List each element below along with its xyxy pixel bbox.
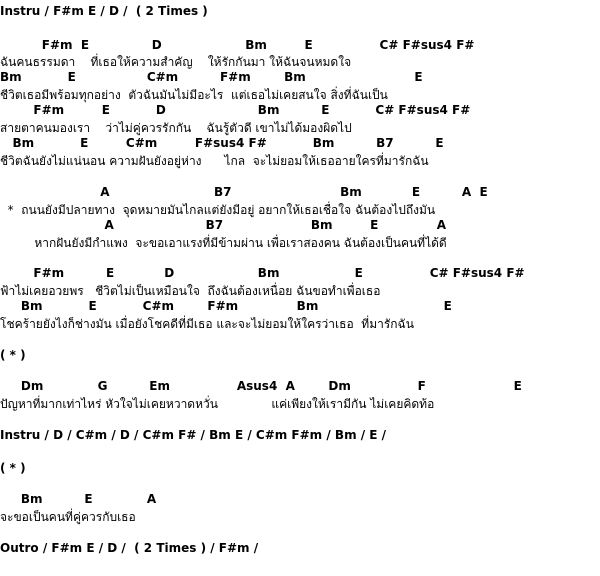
lyric-line: ชีวิตฉันยังไม่แน่นอน ความฝันยังอยู่ห่าง ไกล จะไม่ยอมให้เธออายใครที่มารักฉัน	[0, 154, 429, 168]
chord-line: Dm G Em Asus4 A Dm F E	[0, 379, 522, 393]
outro-line: Outro / F#m E / D / ( 2 Times ) / F#m /	[0, 541, 259, 555]
chord-line: Bm E C#m F#m Bm E	[0, 70, 423, 84]
chord-line: Bm E C#m F#m Bm E	[0, 299, 452, 313]
lyric-line: โชคร้ายยังไงก็ช่างมัน เมื่อยังโชคดีที่มีเธอ และจะไม่ยอมให้ใครว่าเธอ ที่มารักฉัน	[0, 317, 414, 331]
chorus-lyric-line: หากฝันยังมีกำแพง จะขอเอาแรงที่มีข้ามผ่าน เพื่อเราสองคน ฉันต้องเป็นคนที่ได้ดี	[0, 236, 447, 250]
chord-line: F#m E D Bm E C# F#sus4 F#	[0, 266, 525, 280]
chord-line: A B7 Bm E A	[0, 218, 447, 232]
chord-line: F#m E D Bm E C# F#sus4 F#	[0, 38, 475, 52]
chord-line: Bm E C#m F#sus4 F# Bm B7 E	[0, 136, 444, 150]
lyric-line: ฟ้าไม่เคยอวยพร ชีวิตไม่เป็นเหมือนใจ ถึงฉันต้องเหนื่อย ฉันขอทำเพื่อเธอ	[0, 284, 381, 298]
intro-instrumental-line: Instru / F#m E / D / ( 2 Times )	[0, 4, 208, 18]
chord-line: Bm E A	[0, 492, 157, 506]
chorus-repeat-marker: ( * )	[0, 461, 26, 475]
lyric-line: ปัญหาที่มากเท่าไหร่ หัวใจไม่เคยหวาดหวั่น แค่เพียงให้เรามีกัน ไม่เคยคิดท้อ	[0, 397, 435, 411]
lyric-line: ฉันคนธรรมดา ที่เธอให้ความสำคัญ ให้รักกันมา ให้ฉันจนหมดใจ	[0, 55, 352, 69]
lyric-line: จะขอเป็นคนที่คู่ควรกับเธอ	[0, 510, 136, 524]
chorus-lyric-line: * ถนนยังมีปลายทาง จุดหมายมันไกลแต่ยังมีอยู่ อยากให้เธอเชื่อใจ ฉันต้องไปถึงมัน	[0, 203, 436, 217]
chorus-repeat-marker: ( * )	[0, 348, 26, 362]
lyric-line: ชีวิตเธอมีพร้อมทุกอย่าง ตัวฉันมันไม่มีอะไร แต่เธอไม่เคยสนใจ สิ่งที่ฉันเป็น	[0, 88, 388, 102]
chord-line: F#m E D Bm E C# F#sus4 F#	[0, 103, 471, 117]
lyric-line: สายตาคนมองเรา ว่าไม่คู่ควรรักกัน ฉันรู้ตัวดี เขาไม่ได้มองผิดไป	[0, 121, 352, 135]
chord-line: A B7 Bm E A E	[0, 185, 488, 199]
instrumental-line: Instru / D / C#m / D / C#m F# / Bm E / C#m F#m / Bm / E /	[0, 428, 387, 442]
